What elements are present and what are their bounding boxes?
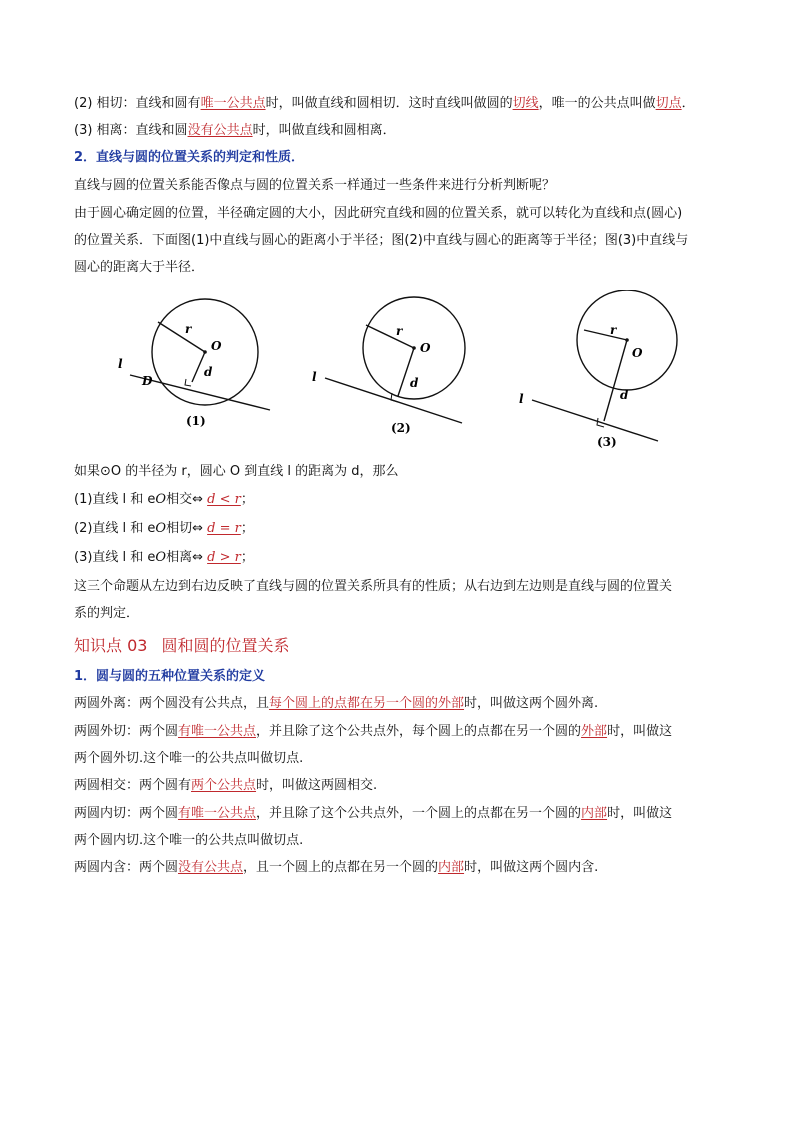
- text: 相切⇔: [166, 521, 208, 536]
- condition-intro: 如果⊙O 的半径为 r，圆心 O 到直线 l 的距离为 d，那么: [74, 464, 399, 479]
- subheading-1: 1．圆与圆的五种位置关系的定义: [74, 669, 266, 684]
- text: ，唯一的公共点叫做: [538, 96, 656, 111]
- line-l: [532, 400, 658, 441]
- answer-blank: 有唯一公共点: [178, 806, 257, 821]
- answer-math: d < r: [207, 492, 241, 507]
- label-l: l: [118, 357, 123, 371]
- answer-blank: 外部: [581, 724, 608, 739]
- text: 两圆内含：两个圆: [74, 860, 179, 875]
- answer-blank: 两个公共点: [191, 778, 257, 793]
- intro-line-2: 由于圆心确定圆的位置，半径确定圆的大小，因此研究直线和圆的位置关系，就可以转化为直线和点(圆心): [74, 206, 683, 221]
- math-O: O: [155, 492, 167, 507]
- label-d: d: [204, 365, 213, 379]
- caption-3: (3): [597, 435, 617, 449]
- math-O: O: [155, 550, 167, 565]
- text: 相离⇔: [166, 550, 208, 565]
- text: 相交⇔: [166, 492, 208, 507]
- label-r: r: [185, 322, 192, 336]
- text: 时，叫做直线和圆相离．: [252, 123, 396, 138]
- text: 时，叫做直线和圆相切．这时直线叫做圆的: [265, 96, 513, 111]
- right-angle-mark: [185, 379, 191, 386]
- answer-blank: 有唯一公共点: [178, 724, 257, 739]
- section-number: 知识点 03: [74, 636, 148, 655]
- text: (3)直线 l 和 e: [74, 550, 156, 565]
- condition-1: [74, 490, 254, 510]
- radius: [366, 325, 414, 348]
- figure-2: [312, 297, 465, 435]
- intro-line-3: 的位置关系．下面图(1)中直线与圆心的距离小于半径；图(2)中直线与圆心的距离等于半径；图(3)中直线与: [74, 233, 689, 248]
- text: (1)直线 l 和 e: [74, 492, 156, 507]
- def-external-separate: [74, 694, 598, 714]
- answer-math: d > r: [207, 550, 241, 565]
- text: (3) 相离：直线和圆: [74, 123, 188, 138]
- distance-d: [604, 340, 627, 421]
- condition-3: [74, 548, 254, 568]
- text: ，且一个圆上的点都在另一个圆的: [243, 860, 439, 875]
- label-O: O: [632, 346, 643, 360]
- text: 两圆内切：两个圆: [74, 806, 179, 821]
- answer-blank: 每个圆上的点都在另一个圆的外部: [269, 696, 465, 711]
- figures-line-circle: [0, 290, 794, 460]
- text: 两圆外离：两个圆没有公共点，且: [74, 696, 270, 711]
- text: ；: [240, 521, 254, 536]
- text: ；: [240, 550, 254, 565]
- answer-blank: 唯一公共点: [200, 96, 266, 111]
- text: ；: [240, 492, 254, 507]
- answer-blank: 切线: [512, 96, 539, 111]
- label-O: O: [211, 339, 222, 353]
- text: ，并且除了这个公共点外，一个圆上的点都在另一个圆的: [256, 806, 582, 821]
- text: ，并且除了这个公共点外，每个圆上的点都在另一个圆的: [256, 724, 582, 739]
- caption-2: (2): [391, 421, 411, 435]
- answer-blank: 内部: [438, 860, 465, 875]
- figure-1: [118, 299, 270, 428]
- heading-2: 2．直线与圆的位置关系的判定和性质．: [74, 150, 305, 165]
- paragraph-separate: [74, 121, 396, 141]
- text: (2)直线 l 和 e: [74, 521, 156, 536]
- text: ．: [681, 96, 695, 111]
- answer-blank: 没有公共点: [187, 123, 253, 138]
- def-intersect: [74, 776, 377, 796]
- summary-line-1: 这三个命题从左边到右边反映了直线与圆的位置关系所具有的性质；从右边到左边则是直线与圆的位置关: [74, 579, 673, 594]
- label-d: d: [410, 376, 419, 390]
- answer-blank: 内部: [581, 806, 608, 821]
- intro-line-1: 直线与圆的位置关系能否像点与圆的位置关系一样通过一些条件来进行分析判断呢？: [74, 178, 556, 193]
- text: 时，叫做这两个圆外离.: [464, 696, 599, 711]
- text: 两圆外切：两个圆: [74, 724, 179, 739]
- label-r: r: [396, 324, 403, 338]
- figure-3: [519, 290, 677, 449]
- def-external-tangent-cont: 两个圆外切.这个唯一的公共点叫做切点.: [74, 751, 304, 766]
- label-O: O: [420, 341, 431, 355]
- answer-blank: 没有公共点: [178, 860, 244, 875]
- label-l: l: [312, 370, 317, 384]
- label-D: D: [142, 374, 153, 388]
- def-internal-tangent-cont: 两个圆内切.这个唯一的公共点叫做切点.: [74, 833, 304, 848]
- label-r: r: [610, 323, 617, 337]
- text: 时，叫做这: [607, 806, 673, 821]
- center-point: [203, 350, 207, 354]
- text: 时，叫做这两个圆内含.: [464, 860, 599, 875]
- section-title: 圆和圆的位置关系: [161, 636, 290, 655]
- text: 两圆相交：两个圆有: [74, 778, 192, 793]
- radius: [584, 330, 627, 340]
- intro-line-4: 圆心的距离大于半径．: [74, 260, 205, 275]
- center-point: [412, 346, 416, 350]
- section-heading: [74, 634, 289, 658]
- condition-2: [74, 519, 254, 539]
- def-internal-tangent: [74, 804, 672, 824]
- def-internal-contain: [74, 858, 598, 878]
- center-point: [625, 338, 629, 342]
- summary-line-2: 系的判定．: [74, 606, 140, 621]
- answer-blank: 切点: [655, 96, 682, 111]
- paragraph-tangent: [74, 94, 695, 114]
- text: (2) 相切：直线和圆有: [74, 96, 201, 111]
- answer-math: d = r: [207, 521, 241, 536]
- radius: [158, 322, 205, 352]
- math-O: O: [155, 521, 167, 536]
- def-external-tangent: [74, 722, 672, 742]
- label-d: d: [620, 388, 629, 402]
- text: 时，叫做这: [607, 724, 673, 739]
- right-angle-mark: [391, 393, 398, 402]
- text: 时，叫做这两圆相交.: [256, 778, 378, 793]
- label-l: l: [519, 392, 524, 406]
- caption-1: (1): [186, 414, 206, 428]
